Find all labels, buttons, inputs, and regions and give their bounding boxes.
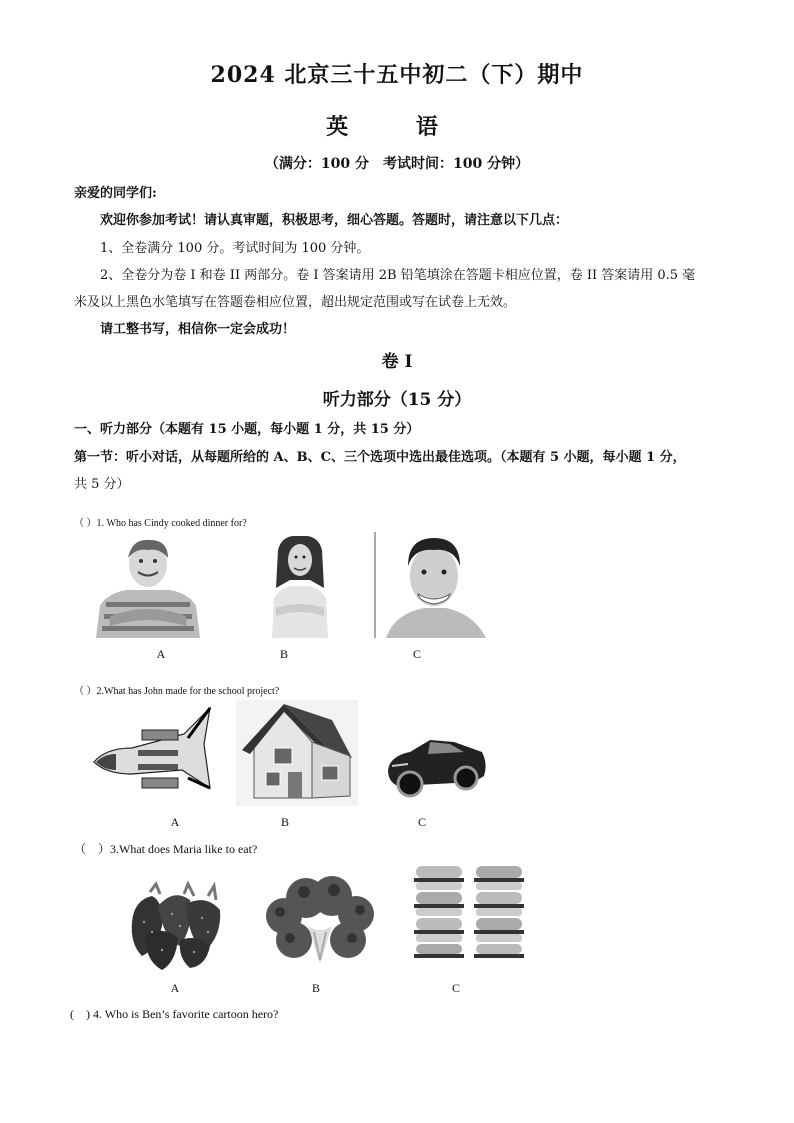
part-1-instructions-line-2: 共 5 分）: [74, 477, 130, 492]
car-picture: [384, 722, 488, 806]
house-picture: [236, 700, 358, 806]
score-info: （满分：100 分 考试时间：100 分钟）: [264, 156, 530, 172]
part-1-heading: 一、听力部分（本题有 15 小题，每小题 1 分，共 15 分）: [74, 422, 420, 437]
welcome-text: 欢迎你参加考试！请认真审题，积极思考，细心答题。答题时，请注意以下几点：: [100, 213, 569, 228]
q2-option-a-label: A: [170, 815, 180, 829]
q1-option-a-label: A: [156, 647, 166, 661]
note-1: 1、全卷满分 100 分。考试时间为 100 分钟。: [100, 241, 370, 256]
q3-option-a-label: A: [170, 981, 180, 995]
strawberries-photo: [124, 876, 228, 970]
subject-title: 英 语: [326, 114, 468, 140]
question-2: （ ）2.What has John made for the school project?: [74, 686, 280, 697]
page-title: 2024 北京三十五中初二（下）期中: [210, 62, 584, 88]
listening-heading: 听力部分（15 分）: [322, 390, 472, 410]
space-shuttle-picture: [92, 704, 212, 794]
greeting: 亲爱的同学们:: [74, 186, 157, 201]
part-1-instructions-line-1: 第一节：听小对话，从每题所给的 A、B、C、三个选项中选出最佳选项。（本题有 5 小题，每小题 1 分，: [74, 450, 686, 465]
q3-option-c-label: C: [451, 981, 460, 995]
broccoli-photo: [264, 876, 376, 968]
question-4: ( ) 4. Who is Ben’s favorite cartoon hero?: [70, 1007, 279, 1021]
q3-option-b-label: B: [311, 981, 320, 995]
q1-option-b-label: B: [279, 647, 288, 661]
note-2-line-2: 米及以上黑色水笔填写在答题卷相应位置，超出规定范围或写在试卷上无效。: [74, 295, 517, 310]
note-2-line-1: 2、全卷分为卷 I 和卷 II 两部分。卷 I 答案请用 2B 铅笔填涂在答题卡相应位置，卷 II 答案请用 0.5 毫: [100, 268, 696, 283]
man-photo: [374, 532, 494, 638]
q1-option-c-label: C: [412, 647, 421, 661]
q2-option-b-label: B: [280, 815, 289, 829]
volume-heading: 卷 I: [381, 352, 413, 372]
question-3: （ ）3.What does Maria like to eat?: [74, 842, 258, 856]
boy-photo: [92, 536, 204, 638]
woman-photo: [262, 536, 338, 638]
question-1: （ ）1. Who has Cindy cooked dinner for?: [74, 518, 247, 529]
hamburgers-photo: [410, 864, 528, 964]
q2-option-c-label: C: [417, 815, 426, 829]
closing-text: 请工整书写，相信你一定会成功！: [100, 322, 296, 337]
